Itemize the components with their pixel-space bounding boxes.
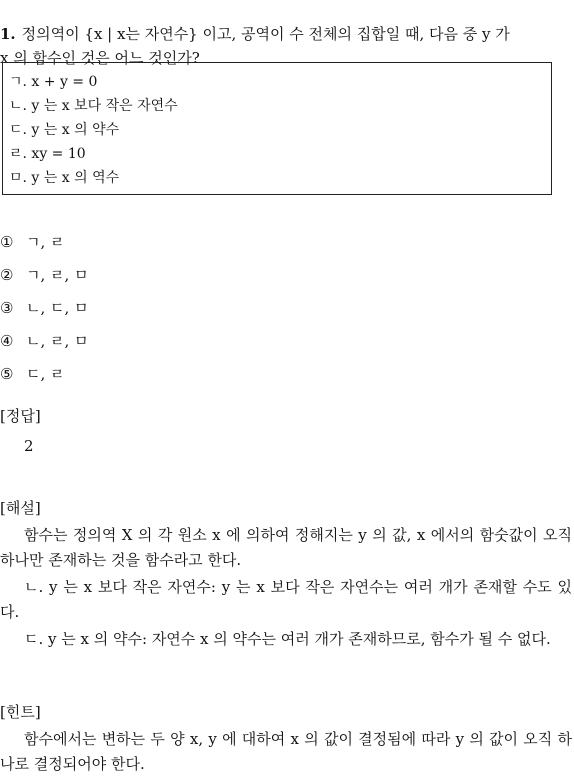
box-item-1: ㄱ. x + y = 0 [9,74,98,90]
explanation-paragraph-1: 함수는 정의역 X 의 각 원소 x 에 의하여 정해지는 y 의 값, x 에서의 함숫값이 오직 하나만 존재하는 것을 함수라고 한다. [0,526,572,569]
option-text: ㄴ, ㄹ, ㅁ [26,332,89,350]
option-3[interactable] [0,298,89,318]
hint-paragraph: 함수에서는 변하는 두 양 x, y 에 대하여 x 의 값이 결정됨에 따라 y 의 값이 오직 하나로 결정되어야 한다. [0,730,572,773]
option-text: ㄴ, ㄷ, ㅁ [26,299,89,317]
question-text-1: 정의역이 {x | x는 자연수} 이고, 공역이 수 전체의 집합일 때, 다음 중 y 가 [21,25,510,43]
choices-box [2,62,552,195]
box-item-4: ㄹ. xy = 10 [9,146,86,162]
question-number: 1. [0,25,16,43]
answer-value: 2 [24,437,34,455]
option-1[interactable] [0,232,65,252]
hint-heading: [힌트] [0,703,41,721]
box-item-2: ㄴ. y 는 x 보다 작은 자연수 [9,98,178,114]
question-line-1 [0,24,510,44]
option-text: ㄱ, ㄹ [26,233,65,251]
explanation-heading: [해설] [0,499,41,517]
answer-heading: [정답] [0,407,41,425]
option-mark: ① [0,233,14,251]
option-mark: ⑤ [0,365,14,383]
box-item-3: ㄷ. y 는 x 의 약수 [9,122,120,138]
option-mark: ③ [0,299,14,317]
explanation-paragraph-2: ㄴ. y 는 x 보다 작은 자연수: y 는 x 보다 작은 자연수는 여러 개가 존재할 수도 있다. [0,578,572,621]
option-text: ㄷ, ㄹ [26,365,65,383]
option-text: ㄱ, ㄹ, ㅁ [26,266,89,284]
box-item-5: ㅁ. y 는 x 의 역수 [9,170,120,186]
explanation-paragraph-3: ㄷ. y 는 x 의 약수: 자연수 x 의 약수는 여러 개가 존재하므로, 함수가 될 수 없다. [24,630,551,648]
option-mark: ④ [0,332,14,350]
option-5[interactable] [0,364,65,384]
question-line-2: x 의 함수인 것은 어느 것인가? [0,49,200,67]
option-2[interactable] [0,265,89,285]
option-mark: ② [0,266,14,284]
option-4[interactable] [0,331,89,351]
